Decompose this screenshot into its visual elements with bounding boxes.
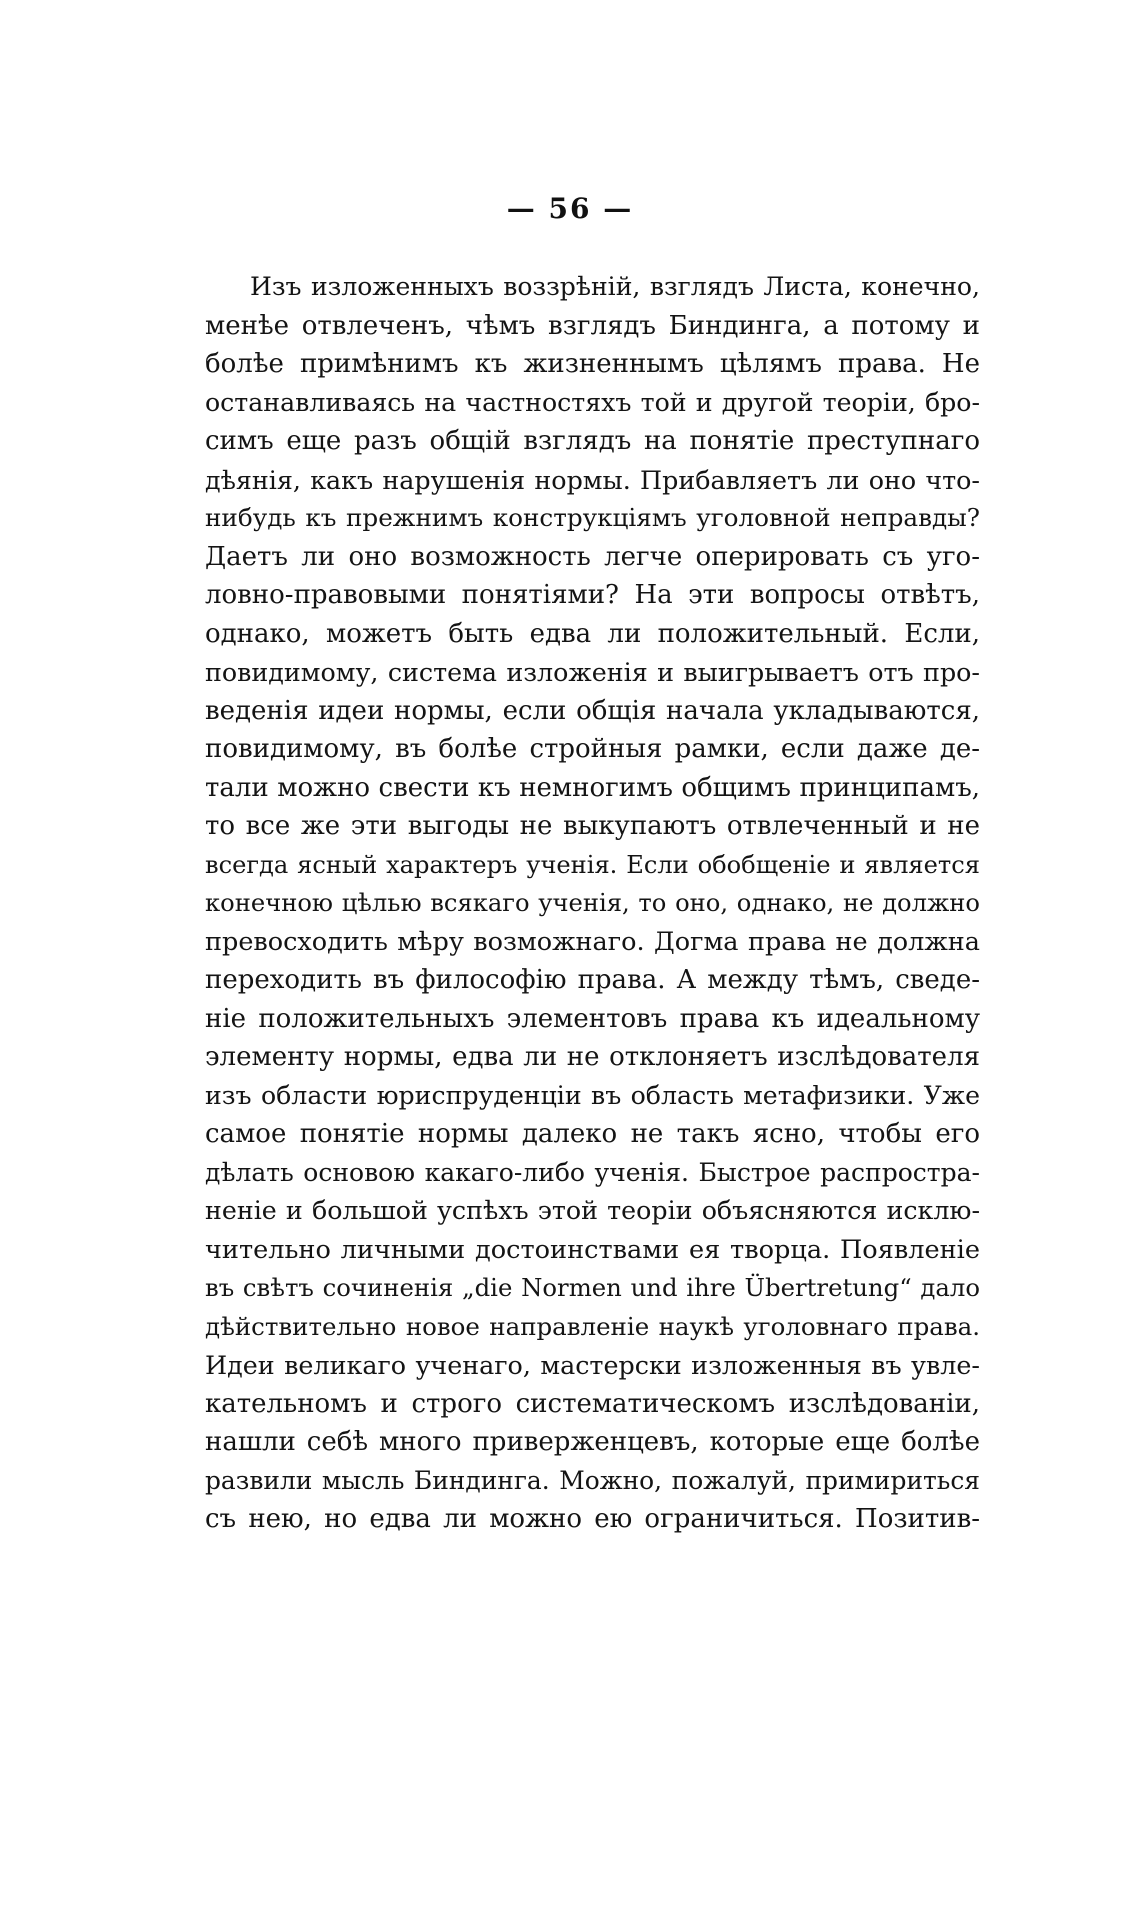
- text-line: симъ еще разъ общій взглядъ на понятіе преступнаго: [205, 426, 980, 456]
- text-line: развили мысль Биндинга. Можно, пожалуй, примириться: [205, 1465, 980, 1495]
- text-line: въ свѣтъ сочиненія „die Normen und ihre Übertretung“ дало: [205, 1273, 980, 1302]
- text-line: Идеи великаго ученаго, мастерски изложенныя въ увле-: [205, 1350, 980, 1380]
- text-line: Изъ изложенныхъ воззрѣній, взглядъ Листа, конечно,: [250, 272, 980, 301]
- text-line: дѣлать основою какаго-либо ученія. Быстрое распростра-: [205, 1157, 980, 1187]
- text-line: менѣе отвлеченъ, чѣмъ взглядъ Биндинга, а потому и: [205, 310, 980, 341]
- text-line: останавливаясь на частностяхъ той и другой теоріи, бро-: [205, 387, 980, 417]
- text-line: переходить въ философію права. А между тѣмъ, сведе-: [205, 965, 980, 995]
- text-line: повидимому, въ болѣе стройныя рамки, если даже де-: [205, 734, 980, 764]
- text-line: всегда ясный характеръ ученія. Если обобщеніе и является: [205, 850, 980, 879]
- text-line: ловно-правовыми понятіями? На эти вопросы отвѣтъ,: [205, 580, 980, 610]
- text-line: элементу нормы, едва ли не отклоняетъ изслѣдователя: [205, 1042, 980, 1072]
- text-line: съ нею, но едва ли можно ею ограничиться. Позитив-: [205, 1504, 980, 1534]
- text-line: неніе и большой успѣхъ этой теоріи объясняются исклю-: [205, 1196, 980, 1225]
- text-line: чительно личными достоинствами ея творца. Появленіе: [205, 1234, 980, 1265]
- body-text: [205, 268, 980, 1539]
- text-line: конечною цѣлью всякаго ученія, то оно, однако, не должно: [205, 889, 980, 917]
- text-line: повидимому, система изложенія и выигрываетъ отъ про-: [205, 657, 980, 687]
- text-line: превосходить мѣру возможнаго. Догма права не должна: [205, 926, 980, 957]
- text-line: нашли себѣ много приверженцевъ, которые еще болѣе: [205, 1427, 980, 1457]
- text-line: болѣе примѣнимъ къ жизненнымъ цѣлямъ права. Не: [205, 349, 980, 379]
- text-line: однако, можетъ быть едва ли положительный. Если,: [205, 618, 980, 649]
- text-line: дѣйствительно новое направленіе наукѣ уголовнаго права.: [205, 1311, 980, 1341]
- text-line: тали можно свести къ немногимъ общимъ принципамъ,: [205, 772, 980, 803]
- text-line: веденія идеи нормы, если общія начала укладываются,: [205, 695, 980, 726]
- text-line: кательномъ и строго систематическомъ изслѣдованіи,: [205, 1388, 980, 1419]
- text-line: дѣянія, какъ нарушенія нормы. Прибавляетъ ли оно что-: [205, 464, 980, 495]
- text-line: ніе положительныхъ элементовъ права къ идеальному: [205, 1003, 980, 1034]
- text-line: Даетъ ли оно возможность легче оперировать съ уго-: [205, 541, 980, 572]
- text-line: нибудь къ прежнимъ конструкціямъ уголовной неправды?: [205, 503, 980, 532]
- page-number: — 56 —: [506, 192, 634, 225]
- text-line: самое понятіе нормы далеко не такъ ясно, чтобы его: [205, 1119, 980, 1149]
- text-line: изъ области юриспруденціи въ область метафизики. Уже: [205, 1080, 980, 1110]
- text-line: то все же эти выгоды не выкупаютъ отвлеченный и не: [205, 811, 980, 841]
